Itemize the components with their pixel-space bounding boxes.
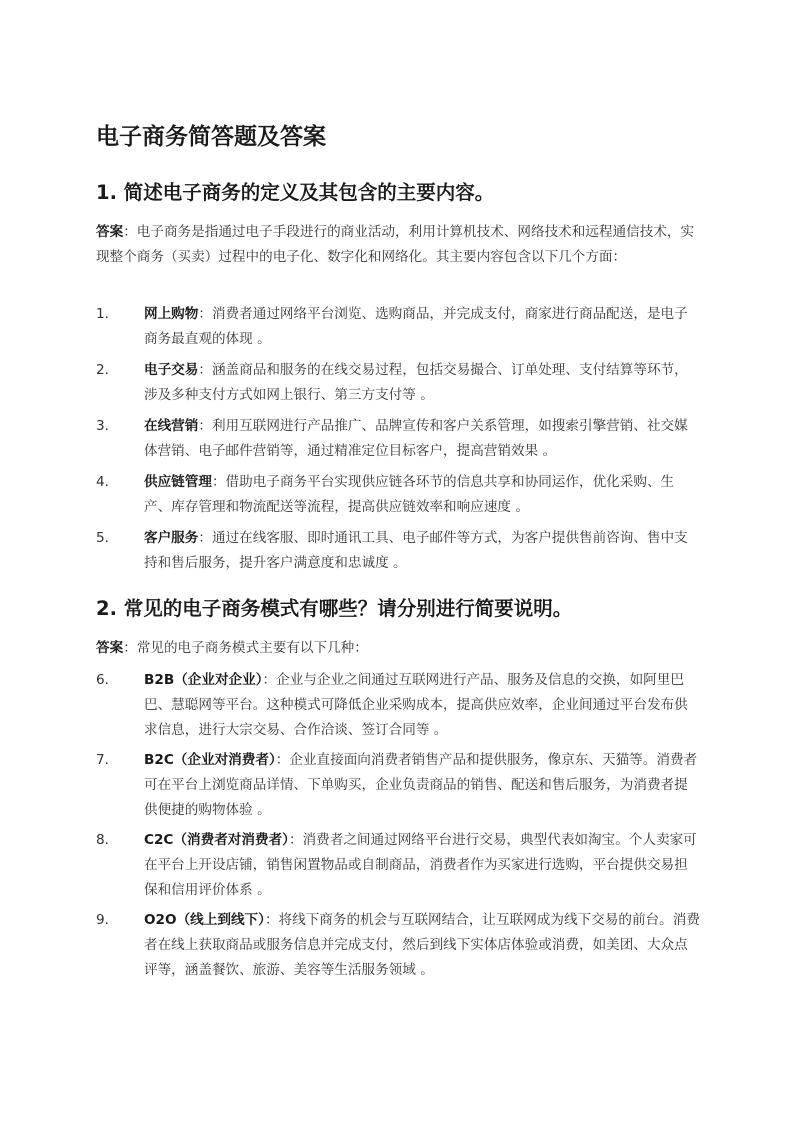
list-item-body <box>144 414 700 464</box>
list-item-number: 8. <box>96 832 109 848</box>
section-1-answer <box>96 220 700 270</box>
list-item-number: 1. <box>96 306 109 322</box>
list-item-number: 5. <box>96 530 109 546</box>
list-item-body <box>144 526 700 576</box>
section-2-heading: 2. 常见的电子商务模式有哪些？请分别进行简要说明。 <box>96 597 573 620</box>
list-item-term: 电子交易 <box>144 362 199 378</box>
list-item-body <box>144 668 700 743</box>
list-item-text: ：消费者通过网络平台浏览、选购商品，并完成支付，商家进行商品配送，是电子商务最直观的体现 。 <box>144 306 688 347</box>
list-item-number: 9. <box>96 912 109 928</box>
list-item-text: ：利用互联网进行产品推广、品牌宣传和客户关系管理，如搜索引擎营销、社交媒体营销、电子邮件营销等，通过精准定位目标客户，提高营销效果 。 <box>144 418 688 459</box>
list-item-term: B2C（企业对消费者） <box>144 752 276 768</box>
section-1-heading: 1. 简述电子商务的定义及其包含的主要内容。 <box>96 181 495 204</box>
list-item-text: ：企业直接面向消费者销售产品和提供服务，像京东、天猫等。消费者可在平台上浏览商品详情、下单购买，企业负责商品的销售、配送和售后服务，为消费者提供便捷的购物体验 。 <box>144 752 698 818</box>
list-item-term: O2O（线上到线下） <box>144 912 265 928</box>
list-item-body <box>144 302 700 352</box>
list-item-term: 供应链管理 <box>144 474 212 490</box>
list-item-term: 在线营销 <box>144 418 199 434</box>
list-item-term: B2B（企业对企业） <box>144 672 263 688</box>
list-item-term: 网上购物 <box>144 306 199 322</box>
list-item-body <box>144 358 700 408</box>
list-item-number: 4. <box>96 474 109 490</box>
list-item-body <box>144 908 700 983</box>
section-2-answer <box>96 636 700 661</box>
list-item-body <box>144 470 700 520</box>
list-item-body <box>144 828 700 903</box>
list-item-term: 客户服务 <box>144 530 199 546</box>
answer-text: ：电子商务是指通过电子手段进行的商业活动，利用计算机技术、网络技术和远程通信技术，实现整个商务（买卖）过程中的电子化、数字化和网络化。其主要内容包含以下几个方面： <box>96 224 695 265</box>
answer-text: ：常见的电子商务模式主要有以下几种： <box>123 640 368 656</box>
document-title: 电子商务简答题及答案 <box>96 124 326 150</box>
list-item-text: ：企业与企业之间通过互联网进行产品、服务及信息的交换，如阿里巴巴、慧聪网等平台。这种模式可降低企业采购成本，提高供应效率，企业间通过平台发布供求信息，进行大宗交易、合作洽谈、签订合同等 。 <box>144 672 688 738</box>
list-item-number: 7. <box>96 752 109 768</box>
answer-label: 答案 <box>96 640 124 656</box>
list-item-text: ：通过在线客服、即时通讯工具、电子邮件等方式，为客户提供售前咨询、售中支持和售后服务，提升客户满意度和忠诚度 。 <box>144 530 688 571</box>
list-item-number: 6. <box>96 672 109 688</box>
list-item-text: ：借助电子商务平台实现供应链各环节的信息共享和协同运作，优化采购、生产、库存管理和物流配送等流程，提高供应链效率和响应速度 。 <box>144 474 675 515</box>
list-item-term: C2C（消费者对消费者） <box>144 832 289 848</box>
list-item-number: 2. <box>96 362 109 378</box>
list-item-text: ：涵盖商品和服务的在线交易过程，包括交易撮合、订单处理、支付结算等环节，涉及多种支付方式如网上银行、第三方支付等 。 <box>144 362 688 403</box>
list-item-text: ：将线下商务的机会与互联网结合，让互联网成为线下交易的前台。消费者在线上获取商品或服务信息并完成支付，然后到线下实体店体验或消费，如美团、大众点评等，涵盖餐饮、旅游、美容等生活服务领域 。 <box>144 912 700 978</box>
list-item-body <box>144 748 700 823</box>
answer-label: 答案 <box>96 224 124 240</box>
list-item-number: 3. <box>96 418 109 434</box>
list-item-text: ：消费者之间通过网络平台进行交易，典型代表如淘宝。个人卖家可在平台上开设店铺，销售闲置物品或自制商品，消费者作为买家进行选购，平台提供交易担保和信用评价体系 。 <box>144 832 697 898</box>
